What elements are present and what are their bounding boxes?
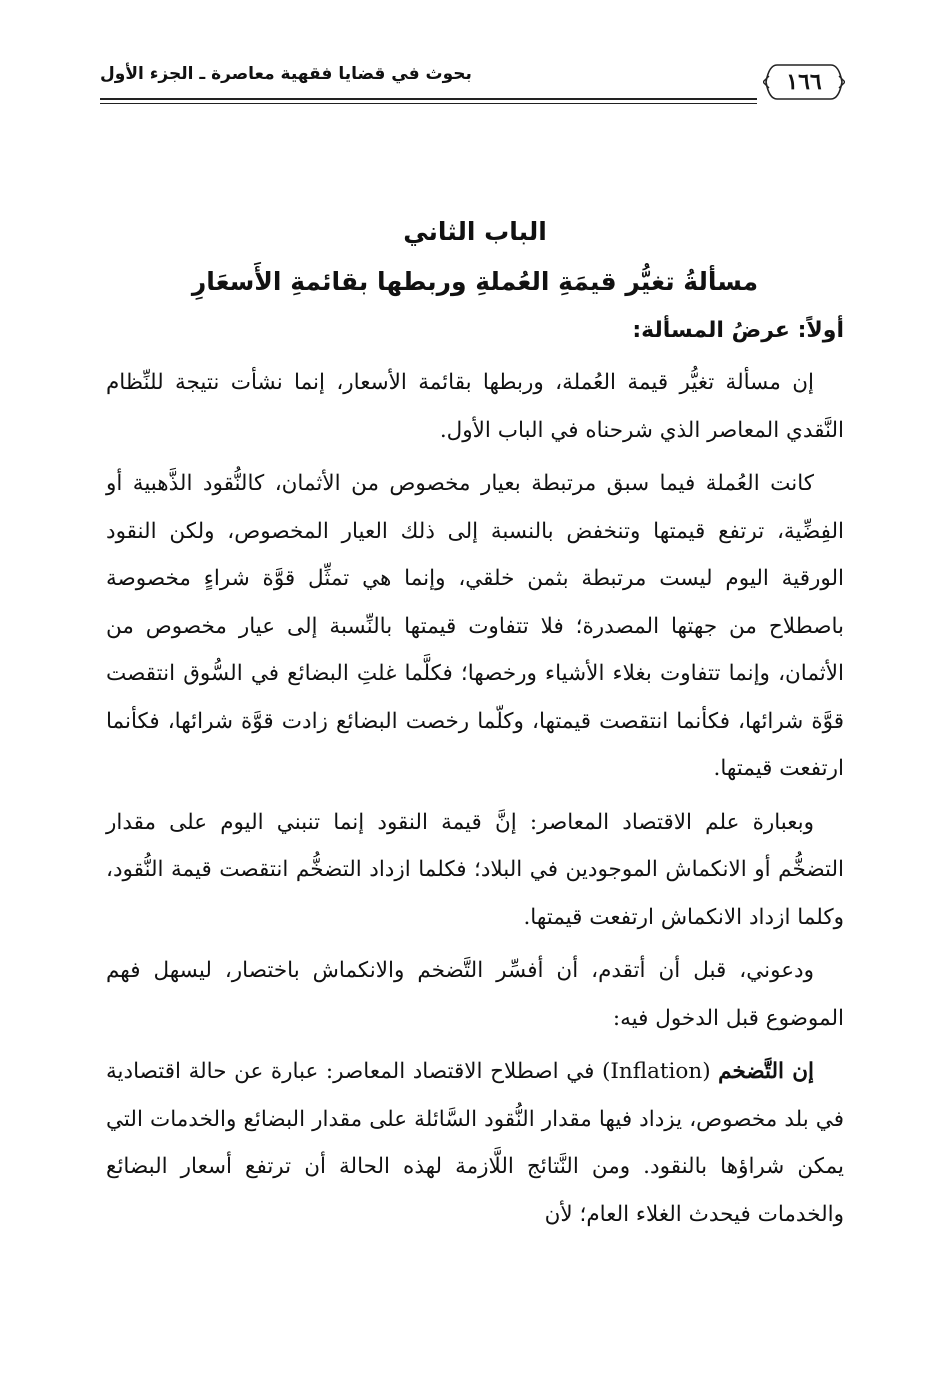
paragraph-4: ودعوني، قبل أن أتقدم، أن أفسِّر التَّضخم والانكماش باختصار، ليسهل فهم الموضوع قبل الدخول فيه: xyxy=(106,958,844,1031)
page-header xyxy=(100,62,845,106)
paragraph-3: وبعبارة علم الاقتصاد المعاصر: إنَّ قيمة النقود إنما تنبني اليوم على مقدار التضخُّم أو الانكماش الموجودين في البلاد؛ فكلما ازداد التضخُّم انتقصت قيمة النُّقود، وكلما ازداد الانكماش ارتفعت قيمتها. xyxy=(106,809,844,930)
inflation-definition: في اصطلاح الاقتصاد المعاصر: عبارة عن حالة اقتصادية في بلد مخصوص، يزداد فيها مقدار النُّقود السَّائلة على مقدار البضائع والخدمات التي يمكن شراؤها بالنقود. ومن النَّتائج اللَّازمة لهذه الحالة أن ترتفع أسعار البضائع والخدمات فيحدث الغلاء العام؛ لأن xyxy=(106,1059,844,1227)
page-number: ١٦٦ xyxy=(786,69,822,95)
chapter-subtitle: مسألةُ تغيُّر قيمَةِ العُملةِ وربطها بقائمةِ الأَسعَارِ xyxy=(191,267,759,296)
paragraph-5 xyxy=(106,1048,844,1238)
chapter-title: الباب الثاني xyxy=(403,217,547,246)
page-number-badge xyxy=(763,62,845,102)
section-heading: أولاً: عرضُ المسألة: xyxy=(632,318,844,343)
running-title: بحوث في قضايا فقهية معاصرة ـ الجزء الأول xyxy=(100,64,472,84)
page-body xyxy=(106,212,844,1244)
header-divider xyxy=(100,98,757,104)
inflation-term-english: (Inflation) xyxy=(602,1059,711,1085)
paragraph-1: إن مسألة تغيُّر قيمة العُملة، وربطها بقائمة الأسعار، إنما نشأت نتيجة للنِّظام النَّقدي المعاصر الذي شرحناه في الباب الأول. xyxy=(106,370,844,443)
inflation-term: إن التَّضخم xyxy=(718,1059,814,1085)
paragraph-2: كانت العُملة فيما سبق مرتبطة بعيار مخصوص من الأثمان، كالنُّقود الذَّهبية أو الفِضِّية، ترتفع قيمتها وتنخفض بالنسبة إلى ذلك العيار المخصوص، ولكن النقود الورقية اليوم ليست مرتبطة بثمن خلقي، وإنما هي تمثِّل قوَّة شراءٍ مخصوصة باصطلاح من جهتها المصدرة؛ فلا تتفاوت قيمتها بالنِّسبة إلى عيار مخصوص من الأثمان، وإنما تتفاوت بغلاء الأشياء ورخصها؛ فكلَّما غلتِ البضائع في السُّوق انتقصت قوَّة شرائها، فكأنما انتقصت قيمتها، وكلّما رخصت البضائع زادت قوَّة شرائها، فكأنما ارتفعت قيمتها. xyxy=(106,471,844,782)
